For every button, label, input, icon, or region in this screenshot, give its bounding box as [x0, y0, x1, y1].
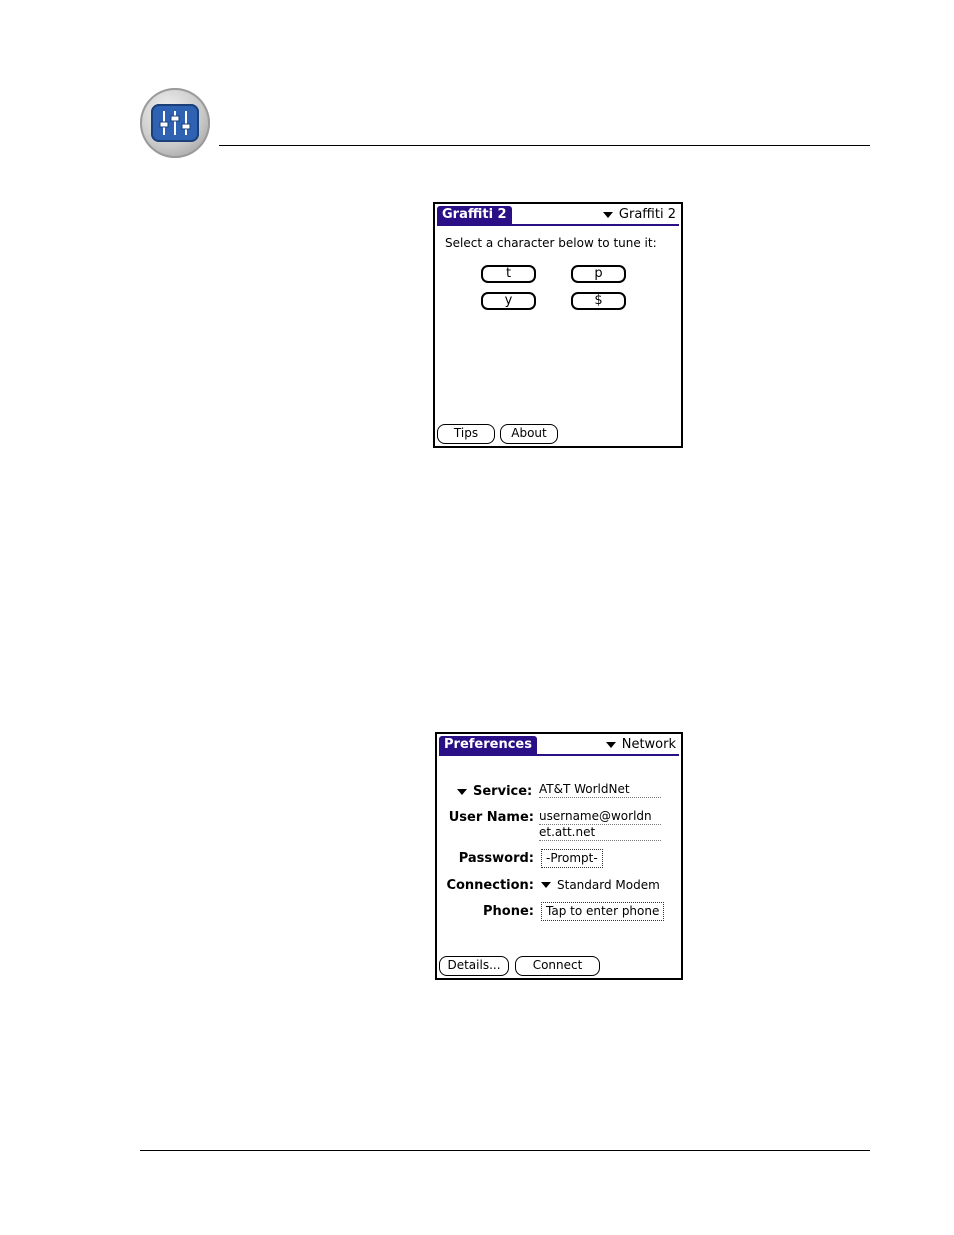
- graffiti-title: Graffiti 2: [437, 206, 512, 224]
- graffiti-titlebar: [435, 204, 681, 226]
- tips-button[interactable]: Tips: [437, 424, 495, 444]
- title-underline: [439, 754, 679, 756]
- picker-label: Graffiti 2: [618, 207, 676, 222]
- phone-label: Phone:: [483, 904, 534, 919]
- phone-field[interactable]: Tap to enter phone: [541, 902, 664, 921]
- service-label: Service:: [473, 784, 533, 799]
- graffiti-screen: [433, 202, 683, 448]
- prefs-sliders-icon: [140, 88, 210, 158]
- details-button[interactable]: Details...: [439, 956, 509, 976]
- triangle-down-icon: [603, 212, 613, 218]
- connection-label: Connection:: [446, 878, 534, 893]
- connection-value: Standard Modem: [557, 878, 660, 892]
- graffiti-category-picker[interactable]: [603, 207, 676, 223]
- triangle-down-icon: [457, 789, 467, 795]
- triangle-down-icon: [541, 882, 551, 888]
- service-value[interactable]: AT&T WorldNet: [539, 782, 661, 798]
- picker-label: Network: [621, 737, 676, 752]
- prefs-panel-picker[interactable]: [606, 737, 676, 753]
- user-name-label: User Name:: [448, 810, 534, 825]
- network-prefs-screen: [435, 732, 683, 980]
- user-name-field-line2[interactable]: et.att.net: [539, 825, 661, 841]
- prefs-titlebar: [437, 734, 681, 756]
- footer-rule: [140, 1150, 870, 1151]
- password-label: Password:: [458, 851, 534, 866]
- password-field[interactable]: -Prompt-: [541, 849, 603, 868]
- char-button-dollar[interactable]: $: [571, 292, 626, 310]
- char-button-t[interactable]: t: [481, 265, 536, 283]
- char-button-y[interactable]: y: [481, 292, 536, 310]
- header-rule: [219, 145, 870, 146]
- user-name-field-line1[interactable]: username@worldn: [539, 809, 661, 825]
- title-underline: [437, 224, 679, 226]
- tune-prompt: Select a character below to tune it:: [445, 236, 657, 250]
- service-picker[interactable]: [457, 784, 532, 799]
- about-button[interactable]: About: [500, 424, 558, 444]
- connect-button[interactable]: Connect: [515, 956, 600, 976]
- prefs-title: Preferences: [439, 736, 537, 754]
- char-button-p[interactable]: p: [571, 265, 626, 283]
- connection-picker[interactable]: [541, 878, 660, 892]
- triangle-down-icon: [606, 742, 616, 748]
